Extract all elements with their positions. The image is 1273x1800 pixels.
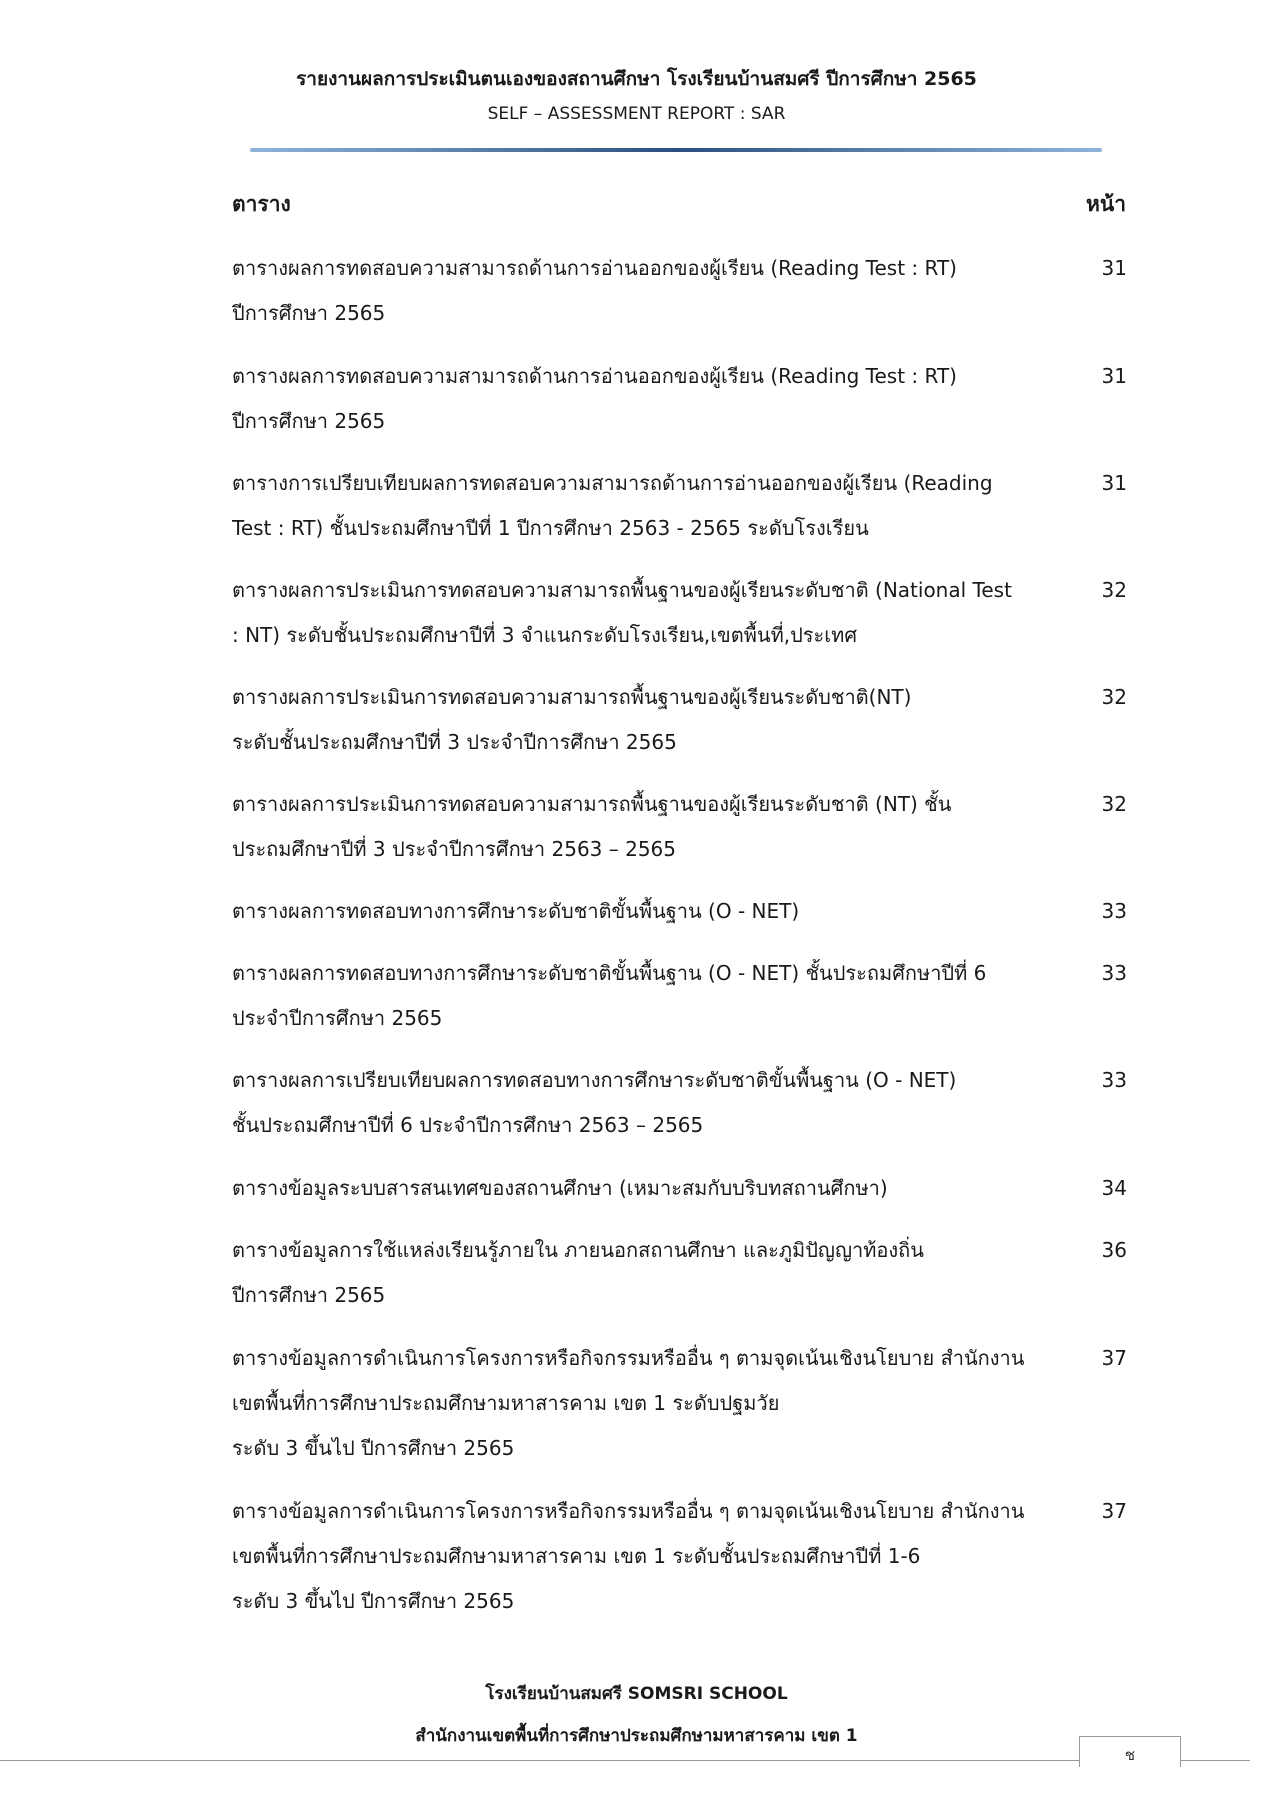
toc-entry-line: ตารางผลการทดสอบทางการศึกษาระดับชาติขั้นพื้นฐาน (O - NET) ชั้นประถมศึกษาปีที่ 6 bbox=[232, 961, 987, 985]
toc-entry-title bbox=[232, 1336, 1072, 1471]
toc-entry-line: ตารางผลการทดสอบความสามารถด้านการอ่านออกของผู้เรียน (Reading Test : RT) bbox=[232, 364, 957, 388]
toc-entry-line: ตารางผลการทดสอบทางการศึกษาระดับชาติขั้นพื้นฐาน (O - NET) bbox=[232, 899, 800, 923]
toc-entry-line: ตารางผลการประเมินการทดสอบความสามารถพื้นฐานของผู้เรียนระดับชาติ (NT) ชั้น bbox=[232, 792, 952, 816]
footer-office-name: สำนักงานเขตพื้นที่การศึกษาประถมศึกษามหาสารคาม เขต 1 bbox=[415, 1726, 858, 1746]
toc-entry[interactable] bbox=[232, 568, 1127, 658]
report-subtitle: SELF – ASSESSMENT REPORT : SAR bbox=[487, 104, 786, 124]
page-number: ช bbox=[1079, 1736, 1181, 1767]
toc-entry[interactable] bbox=[232, 1058, 1127, 1148]
toc-entry[interactable] bbox=[232, 889, 1127, 934]
toc-entry[interactable] bbox=[232, 1228, 1127, 1318]
footer-divider bbox=[0, 1760, 1250, 1761]
toc-entry-page-number: 31 bbox=[1101, 364, 1127, 388]
toc-entry-page-number: 37 bbox=[1101, 1499, 1127, 1523]
toc-entry-title bbox=[232, 1228, 1072, 1318]
toc-entry-page-number: 36 bbox=[1101, 1238, 1127, 1262]
toc-entry-page-number: 32 bbox=[1101, 685, 1127, 709]
toc-entry-line: ตารางผลการประเมินการทดสอบความสามารถพื้นฐานของผู้เรียนระดับชาติ (National Test bbox=[232, 578, 1012, 602]
toc-entry-page-number: 32 bbox=[1101, 792, 1127, 816]
toc-entry[interactable] bbox=[232, 1489, 1127, 1624]
toc-entry-line: ระดับ 3 ขึ้นไป ปีการศึกษา 2565 bbox=[232, 1436, 515, 1460]
header-divider bbox=[250, 147, 1102, 153]
toc-entry-line: ระดับ 3 ขึ้นไป ปีการศึกษา 2565 bbox=[232, 1589, 515, 1613]
toc-entry-title bbox=[232, 889, 1072, 934]
report-title: รายงานผลการประเมินตนเองของสถานศึกษา โรงเรียนบ้านสมศรี ปีการศึกษา 2565 bbox=[296, 68, 977, 90]
toc-entry-line: ตารางข้อมูลการดำเนินการโครงการหรือกิจกรรมหรืออื่น ๆ ตามจุดเน้นเชิงนโยบาย สำนักงาน bbox=[232, 1346, 1025, 1370]
toc-entry-line: ตารางผลการประเมินการทดสอบความสามารถพื้นฐานของผู้เรียนระดับชาติ(NT) bbox=[232, 685, 912, 709]
toc-entry-line: ปีการศึกษา 2565 bbox=[232, 301, 386, 325]
toc-entry[interactable] bbox=[232, 461, 1127, 551]
toc-entry-title bbox=[232, 246, 1072, 336]
toc-entry-line: ตารางผลการทดสอบความสามารถด้านการอ่านออกของผู้เรียน (Reading Test : RT) bbox=[232, 256, 957, 280]
toc-entry-line: ตารางการเปรียบเทียบผลการทดสอบความสามารถด้านการอ่านออกของผู้เรียน (Reading bbox=[232, 471, 993, 495]
toc-entry-line: ตารางข้อมูลการใช้แหล่งเรียนรู้ภายใน ภายนอกสถานศึกษา และภูมิปัญญาท้องถิ่น bbox=[232, 1238, 924, 1262]
toc-entry-title bbox=[232, 354, 1072, 444]
toc-entry-page-number: 32 bbox=[1101, 578, 1127, 602]
toc-entry-line: ตารางข้อมูลระบบสารสนเทศของสถานศึกษา (เหมาะสมกับบริบทสถานศึกษา) bbox=[232, 1176, 888, 1200]
footer-school-name: โรงเรียนบ้านสมศรี SOMSRI SCHOOL bbox=[485, 1684, 788, 1704]
toc-entry-line: ประถมศึกษาปีที่ 3 ประจำปีการศึกษา 2563 – 2565 bbox=[232, 837, 677, 861]
toc-entry-title bbox=[232, 1489, 1072, 1624]
toc-entry-line: เขตพื้นที่การศึกษาประถมศึกษามหาสารคาม เขต 1 ระดับปฐมวัย bbox=[232, 1391, 780, 1415]
column-header-table: ตาราง bbox=[232, 192, 291, 216]
column-header-page: หน้า bbox=[1086, 192, 1126, 216]
toc-entry-page-number: 31 bbox=[1101, 471, 1127, 495]
toc-entry-title bbox=[232, 461, 1072, 551]
toc-entry[interactable] bbox=[232, 951, 1127, 1041]
toc-entry-title bbox=[232, 782, 1072, 872]
toc-entry-line: เขตพื้นที่การศึกษาประถมศึกษามหาสารคาม เขต 1 ระดับชั้นประถมศึกษาปีที่ 1-6 bbox=[232, 1544, 921, 1568]
toc-entry-line: ชั้นประถมศึกษาปีที่ 6 ประจำปีการศึกษา 2563 – 2565 bbox=[232, 1113, 704, 1137]
toc-entry-page-number: 33 bbox=[1101, 899, 1127, 923]
toc-entry-title bbox=[232, 1058, 1072, 1148]
toc-entry[interactable] bbox=[232, 675, 1127, 765]
toc-entry[interactable] bbox=[232, 246, 1127, 336]
toc-entry-line: ตารางผลการเปรียบเทียบผลการทดสอบทางการศึกษาระดับชาติขั้นพื้นฐาน (O - NET) bbox=[232, 1068, 957, 1092]
toc-entry-line: : NT) ระดับชั้นประถมศึกษาปีที่ 3 จำแนกระดับโรงเรียน,เขตพื้นที่,ประเทศ bbox=[232, 623, 858, 647]
toc-entry[interactable] bbox=[232, 1336, 1127, 1471]
toc-entry-title bbox=[232, 951, 1072, 1041]
toc-entry-line: ปีการศึกษา 2565 bbox=[232, 1283, 386, 1307]
toc-entry[interactable] bbox=[232, 354, 1127, 444]
toc-entry-line: Test : RT) ชั้นประถมศึกษาปีที่ 1 ปีการศึกษา 2563 - 2565 ระดับโรงเรียน bbox=[232, 516, 869, 540]
toc-entry[interactable] bbox=[232, 1166, 1127, 1211]
toc-entry-page-number: 34 bbox=[1101, 1176, 1127, 1200]
toc-entry-line: ระดับชั้นประถมศึกษาปีที่ 3 ประจำปีการศึกษา 2565 bbox=[232, 730, 677, 754]
toc-entry-title bbox=[232, 1166, 1072, 1211]
toc-entry-line: ตารางข้อมูลการดำเนินการโครงการหรือกิจกรรมหรืออื่น ๆ ตามจุดเน้นเชิงนโยบาย สำนักงาน bbox=[232, 1499, 1025, 1523]
toc-entry[interactable] bbox=[232, 782, 1127, 872]
toc-entry-title bbox=[232, 675, 1072, 765]
toc-entry-title bbox=[232, 568, 1072, 658]
toc-entry-page-number: 37 bbox=[1101, 1346, 1127, 1370]
toc-entry-page-number: 33 bbox=[1101, 961, 1127, 985]
toc-entry-line: ประจำปีการศึกษา 2565 bbox=[232, 1006, 443, 1030]
toc-entry-page-number: 31 bbox=[1101, 256, 1127, 280]
toc-entry-page-number: 33 bbox=[1101, 1068, 1127, 1092]
toc-entry-line: ปีการศึกษา 2565 bbox=[232, 409, 386, 433]
